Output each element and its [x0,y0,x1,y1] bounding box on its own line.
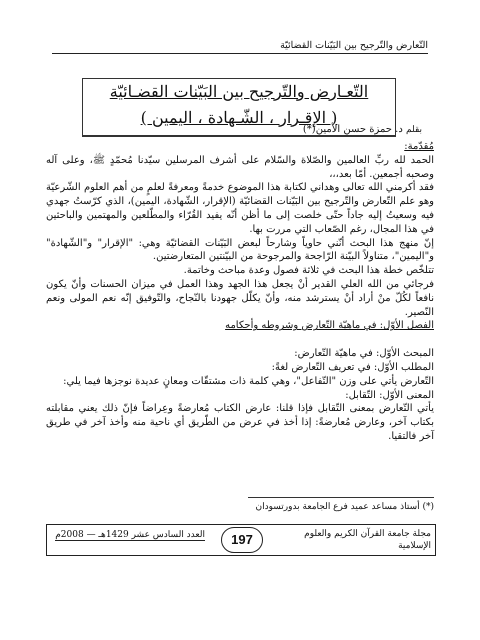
footer-issue: العدد السادس عشر 1429هـ — 2008م [55,530,205,540]
paragraph: تتلخّص خطة هذا البحث في ثلاثة فصول وعدة مباحث وخاتمة. [183,265,434,277]
intro-heading: مُقدّمة: [404,141,434,152]
page-footer [46,524,436,556]
page-number: 197 [221,527,263,553]
footnote-divider [248,497,434,498]
paragraph: إنّ منهج هذا البحث أنّني حاوياً وشارحاً لبعض البَيّنات القضائيّة وهي: "الإقرار" و"الشّهادة" و"اليمين"، متناولاً البيّنة الرّاجحة والمرجوحة من البيّنتين المتعارضتين. [46,237,434,263]
paragraph: التّعارض يأتي على وزن "التّفاعل"، وهي كلمة ذات مشتقّات ومعانٍ عديدة نوجزها فيما يلي: [63,375,434,387]
chapter-heading: الفصل الأوّل: في ماهيّة التّعارض وشروطه وأحكامه [225,320,434,332]
paragraph: فرجائي من الله العلي القدير أنْ يجعل هذا الجهد وهذا العمل في ميزان الحسنات وأنّ يكون نافعاً لكُلّ منْ أراد أنْ يسترشد منه، وأنّ يكلّل جهودنا بالنّجاح، والتّوفيق إنّه نعم المولى ونعم النّصير. [46,278,434,318]
author-name: د. حمزة حسن الأمين(*) [302,124,403,135]
paragraph: فقد أكرمني الله تعالى وهداني لكتابة هذا الموضوع خدمةً ومعرفةً لعلمٍ من أهم العلوم الشّرعيّة وهو علم التّعارض والتّرجيح بين البَيّنات القضائيّة (الإقرار، الشّهادة، اليمين)، الذي كرّستُ جهدي فيه وسعيتُ إليه جاداً حتّى خلصت إلى ما أظن أنّه يفيد القُرّاء والمطّلعين والمهتمين والباحثين في هذا المجال، رغم الصّعاب التي مررت بها. [46,182,434,235]
paragraph: يأتي التّعارض بمعنى التّقابل فإذا قلنا: عارض الكتاب مُعارضةً وعِراضاً فإنّ ذلك يعني مقابلته بكتاب آخر، وعارض مُعارضةً: إذا أخذ في عرض من الطّريق أي ناحية منه وأخذ آخر في طريق آخر فالتقيا. [46,403,434,442]
subsection-heading: المطلب الأوّل: في تعريف التّعارض لغةً: [271,361,434,373]
author-line [303,124,422,135]
author-pen-label: بقلم [405,125,422,135]
title-line-1: التّعـارض والتّرجيح بين البَيّنات القضـائيّة [109,82,369,101]
spacer [46,333,434,347]
body-text [46,140,434,444]
footnote: (*) أستاذ مساعد عميد فرع الجامعة بدورتسودان [255,502,434,512]
running-header: التّعارض والتّرجيح بين البَيّنات القضائيّة [52,40,428,54]
section-heading: المبحث الأوّل: في ماهيّة التّعارض: [294,348,434,360]
title-line-2: ( الإقـرار ، الشّـهادة ، اليمين ) [140,108,338,127]
footer-journal: مجلة جامعة القرآن الكريم والعلوم الإسلامية [304,529,431,551]
subsection-heading: المعنى الأوّل: التّقابل: [345,389,434,401]
paragraph: الحمد لله ربِّ العالمين والصّلاة والسّلام على أشرف المرسلين سيّدنا مُحمّدٍ ﷺ، وعلى آله وصحبه أجمعين. أمّا بعد،،، [46,154,434,180]
